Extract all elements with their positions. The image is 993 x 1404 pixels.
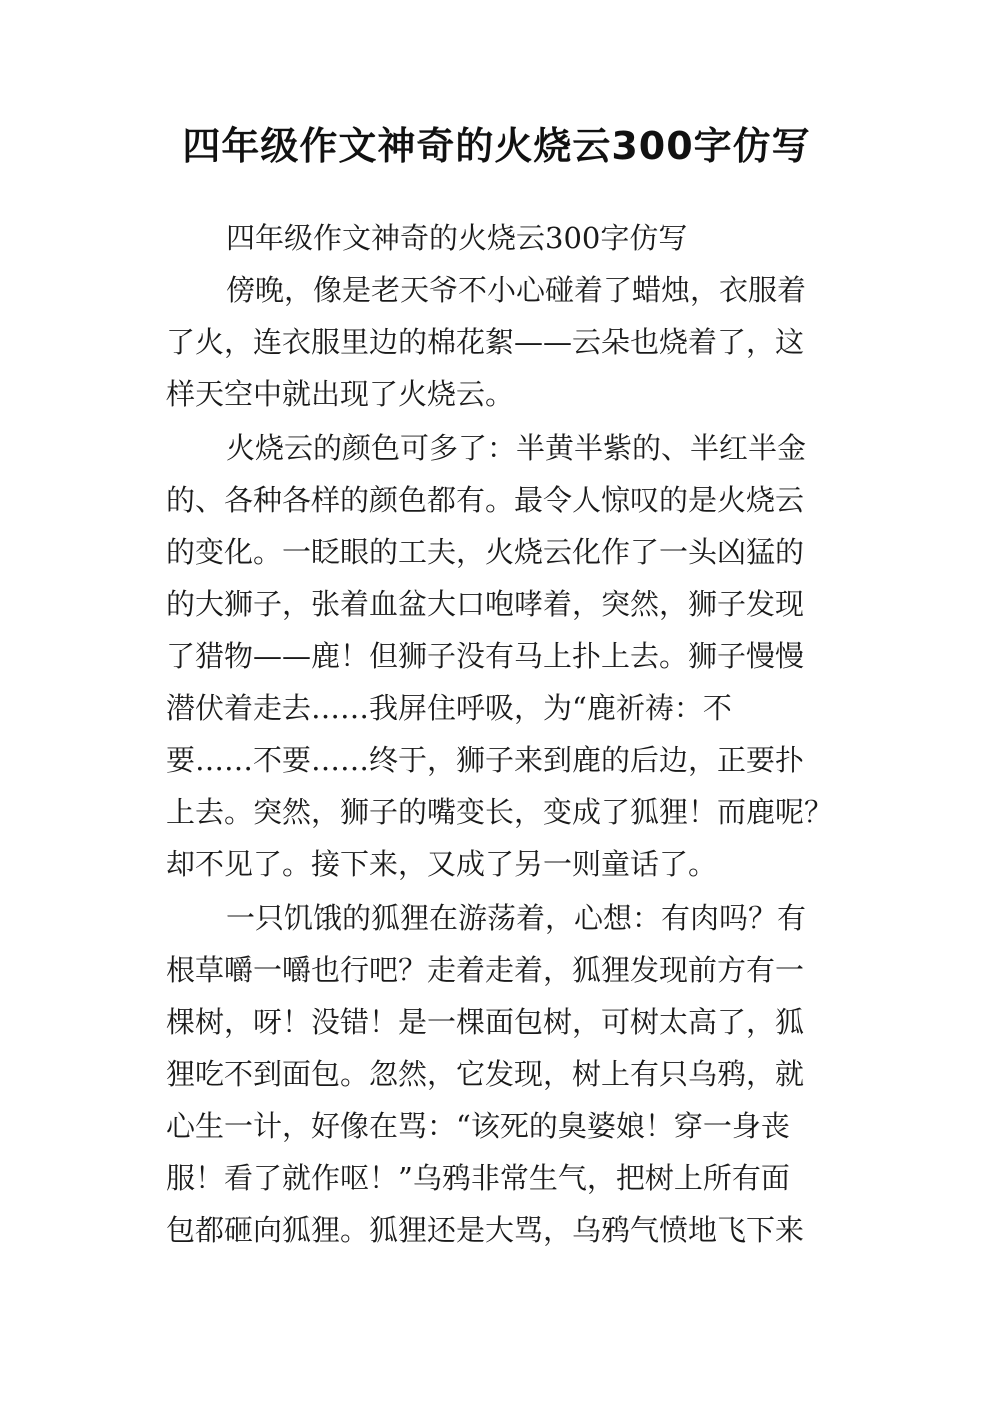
paragraph-3-line-3: 棵树，呀！没错！是一棵面包树，可树太高了，狐 xyxy=(166,1005,805,1039)
paragraph-2-line-1: 火烧云的颜色可多了：半黄半紫的、半红半金 xyxy=(226,431,807,465)
paragraph-3-line-1: 一只饥饿的狐狸在游荡着，心想：有肉吗？有 xyxy=(226,901,807,935)
paragraph-2-line-6: 潜伏着走去……我屏住呼吸，为“鹿祈祷：不 xyxy=(166,691,732,725)
subtitle-line: 四年级作文神奇的火烧云300字仿写 xyxy=(226,221,688,255)
paragraph-2-line-4: 的大狮子，张着血盆大口咆哮着，突然，狮子发现 xyxy=(166,587,805,621)
paragraph-1-line-1: 傍晚，像是老天爷不小心碰着了蜡烛，衣服着 xyxy=(226,273,807,307)
paragraph-3-line-6: 服！看了就作呕！”乌鸦非常生气，把树上所有面 xyxy=(166,1161,790,1195)
paragraph-3-line-4: 狸吃不到面包。忽然，它发现，树上有只乌鸦，就 xyxy=(166,1057,805,1091)
paragraph-1-line-3: 样天空中就出现了火烧云。 xyxy=(166,377,515,411)
paragraph-3-line-5: 心生一计，好像在骂：“该死的臭婆娘！穿一身丧 xyxy=(166,1109,790,1143)
document-title: 四年级作文神奇的火烧云300字仿写 xyxy=(182,124,811,168)
paragraph-1-line-2: 了火，连衣服里边的棉花絮——云朵也烧着了，这 xyxy=(166,325,805,359)
paragraph-2-line-9: 却不见了。接下来，又成了另一则童话了。 xyxy=(166,847,718,881)
paragraph-3-line-7: 包都砸向狐狸。狐狸还是大骂，乌鸦气愤地飞下来 xyxy=(166,1213,805,1247)
paragraph-3-line-2: 根草嚼一嚼也行吧？走着走着，狐狸发现前方有一 xyxy=(166,953,805,987)
paragraph-2-line-8: 上去。突然，狮子的嘴变长，变成了狐狸！而鹿呢？ xyxy=(166,795,834,829)
paragraph-2-line-5: 了猎物——鹿！但狮子没有马上扑上去。狮子慢慢 xyxy=(166,639,805,673)
paragraph-2-line-3: 的变化。一眨眼的工夫，火烧云化作了一头凶猛的 xyxy=(166,535,805,569)
document-body xyxy=(166,212,836,1256)
paragraph-2-line-7: 要……不要……终于，狮子来到鹿的后边，正要扑 xyxy=(166,743,805,777)
paragraph-2-line-2: 的、各种各样的颜色都有。最令人惊叹的是火烧云 xyxy=(166,483,805,517)
